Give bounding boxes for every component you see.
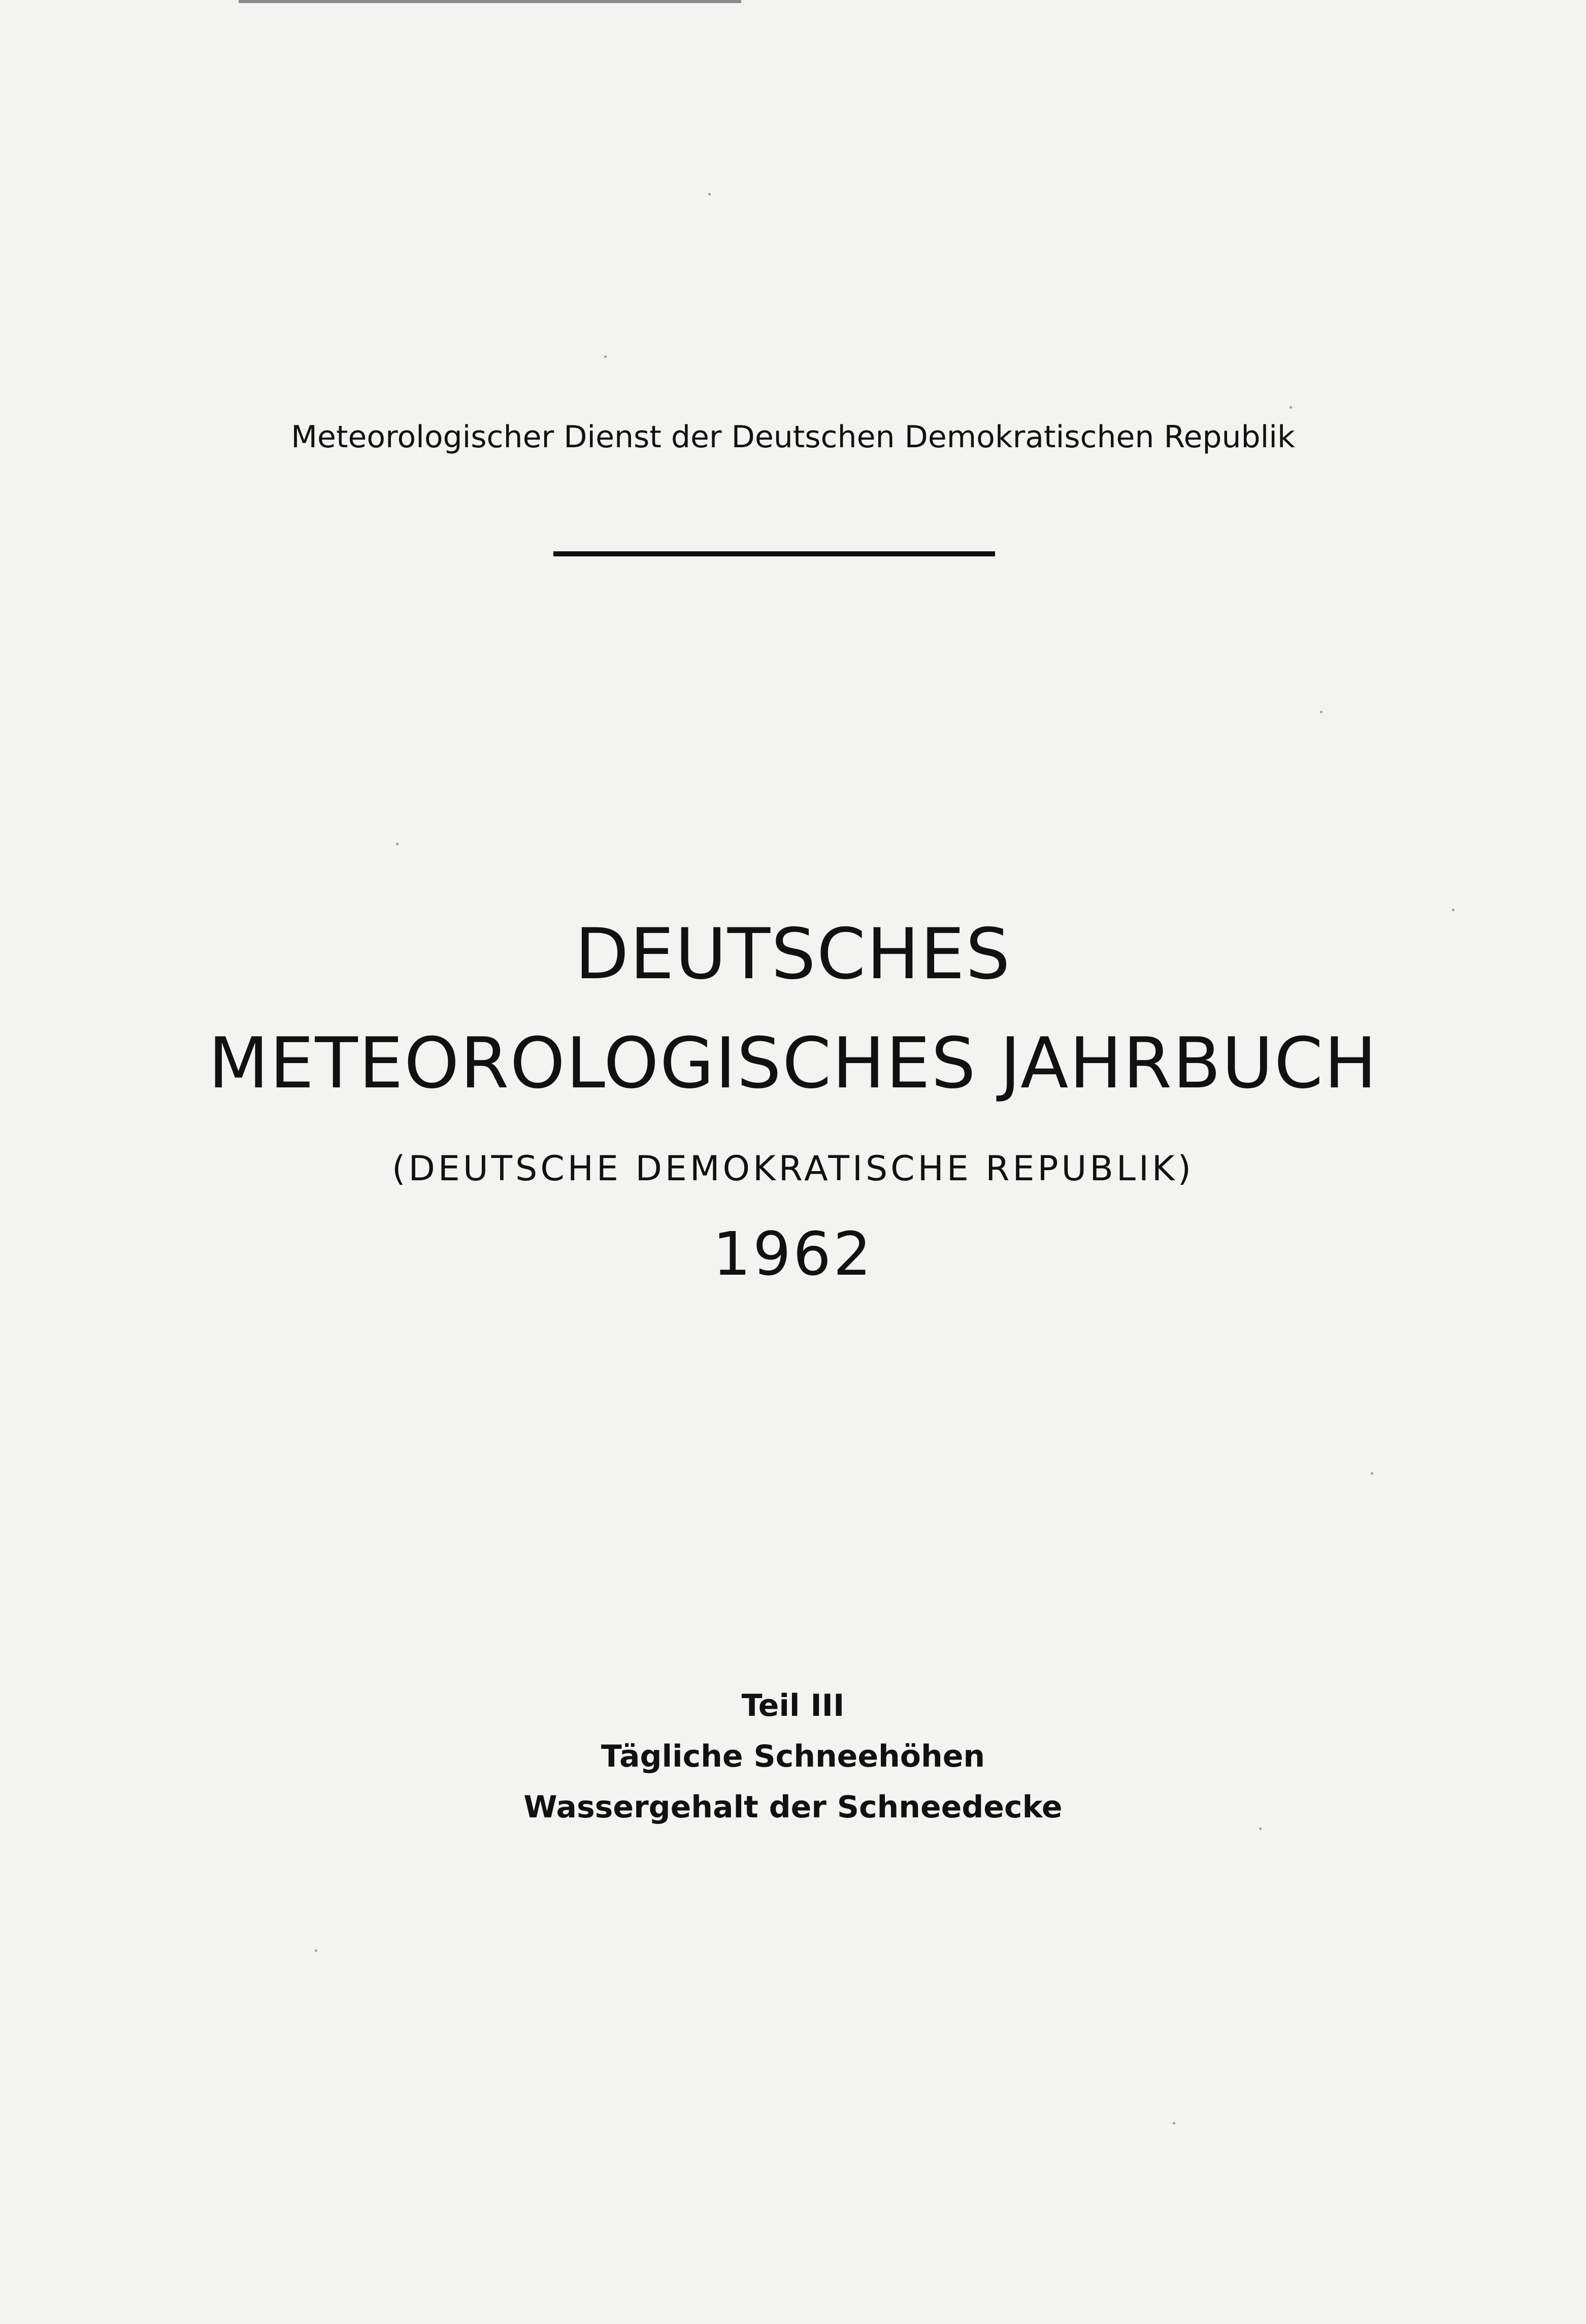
title-line-1: DEUTSCHES xyxy=(575,913,1011,995)
paper-speck xyxy=(1173,2122,1175,2124)
paper-speck xyxy=(1320,711,1323,713)
paper-speck xyxy=(1371,1472,1373,1475)
paper-speck xyxy=(1290,406,1292,409)
paper-speck xyxy=(708,193,711,195)
part-subtitle-2: Wassergehalt der Schneedecke xyxy=(523,1789,1063,1825)
part-label: Teil III xyxy=(741,1688,845,1723)
part-subtitle-1: Tägliche Schneehöhen xyxy=(601,1739,985,1774)
institution-header: Meteorologischer Dienst der Deutschen Demokratischen Republik xyxy=(291,419,1295,455)
paper-speck xyxy=(1452,909,1455,911)
divider-rule xyxy=(553,551,995,556)
paper-speck xyxy=(396,843,399,845)
title-line-3: (DEUTSCHE DEMOKRATISCHE REPUBLIK) xyxy=(391,1149,1194,1189)
top-edge-line xyxy=(239,0,741,3)
title-line-2: METEOROLOGISCHES JAHRBUCH xyxy=(208,1022,1378,1104)
paper-speck xyxy=(604,355,607,358)
paper-speck xyxy=(315,1949,317,1952)
title-year: 1962 xyxy=(712,1219,874,1289)
paper-speck xyxy=(1259,1828,1262,1830)
